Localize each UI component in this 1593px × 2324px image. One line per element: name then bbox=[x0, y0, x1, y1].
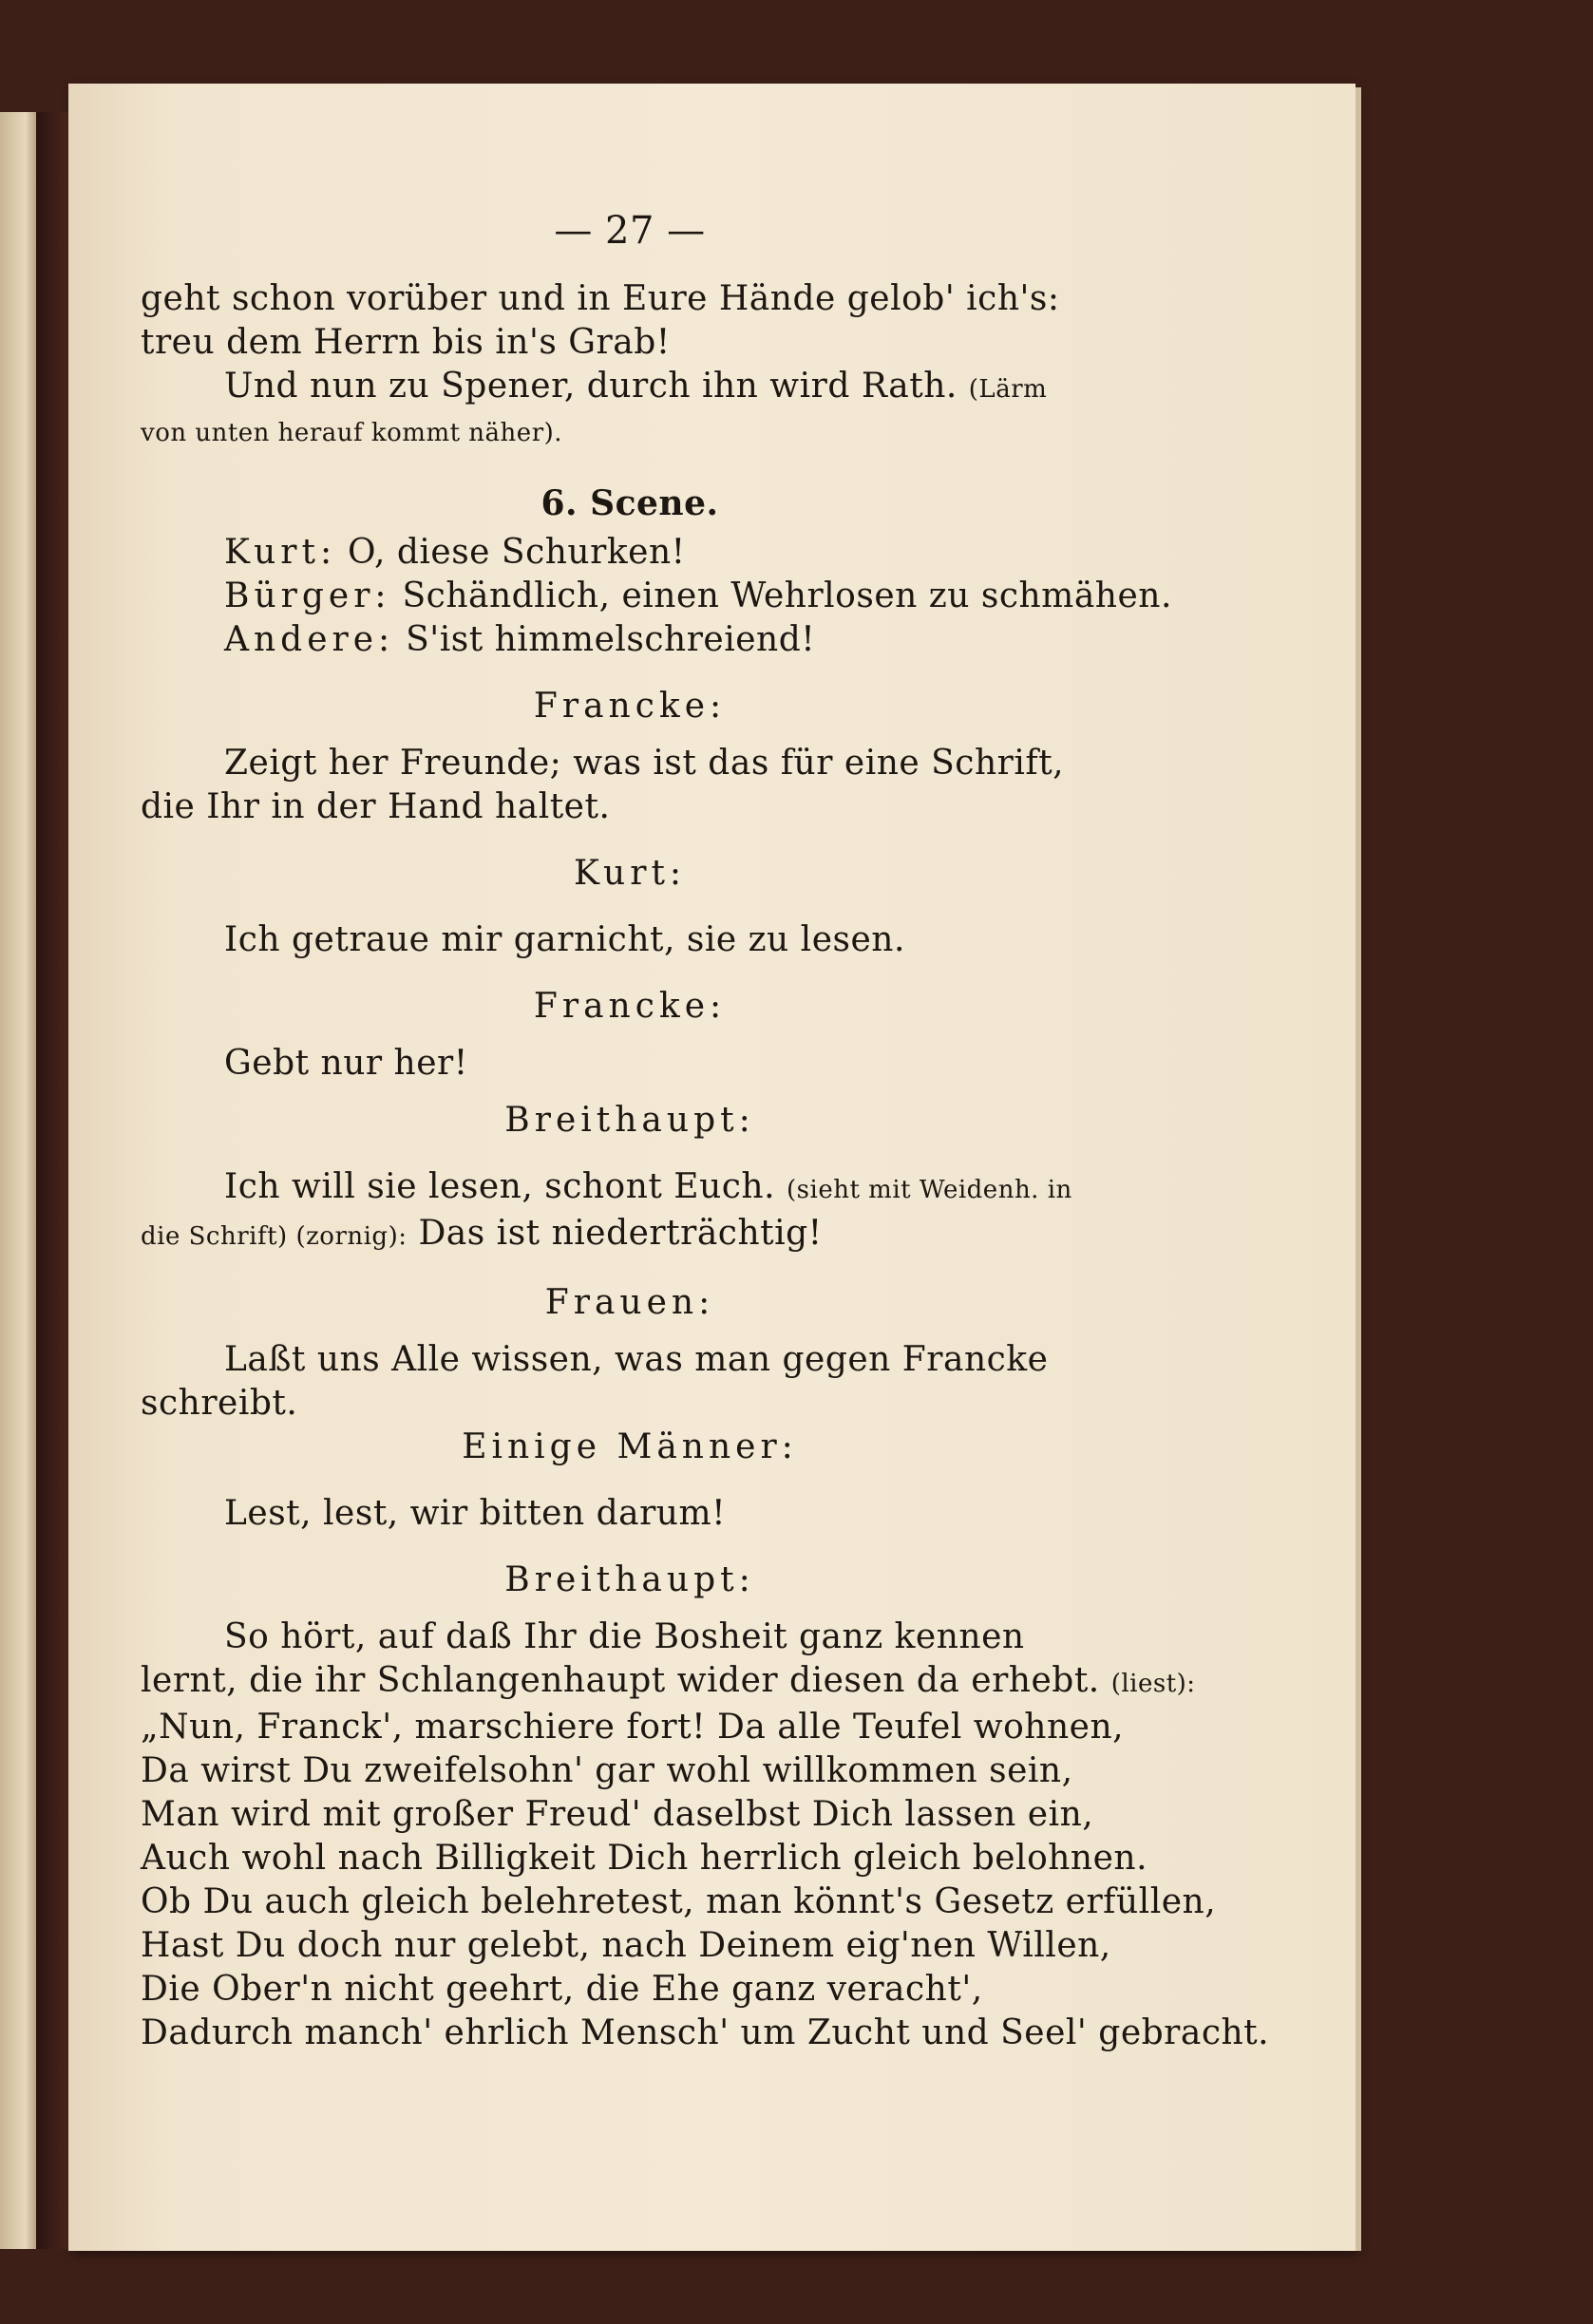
verse-line: Man wird mit großer Freud' daselbst Dich lassen ein, bbox=[141, 1795, 1094, 1834]
speaker-heading: Francke: bbox=[533, 987, 727, 1026]
text-line bbox=[141, 1659, 1196, 1706]
dialogue-line bbox=[141, 618, 1119, 662]
verse-line: „Nun, Franck', marschiere fort! Da alle Teufel wohnen, bbox=[141, 1708, 1125, 1747]
book-gutter bbox=[36, 112, 68, 2249]
text-line bbox=[141, 1165, 1119, 1212]
speech: lernt, die ihr Schlangenhaupt wider diesen da erhebt. bbox=[141, 1661, 1100, 1700]
text-line: Laßt uns Alle wissen, was man gegen Francke bbox=[224, 1340, 1049, 1379]
verse-line: Dadurch manch' ehrlich Mensch' um Zucht und Seel' gebracht. bbox=[141, 2013, 1270, 2052]
text-line: So hört, auf daß Ihr die Bosheit ganz kennen bbox=[224, 1617, 1025, 1656]
speaker-heading: Frauen: bbox=[544, 1283, 715, 1322]
text-line bbox=[141, 1212, 1119, 1258]
left-page-edge bbox=[0, 112, 36, 2249]
stage-direction: (Lärm bbox=[968, 375, 1048, 404]
text-line: Ich getraue mir garnicht, sie zu lesen. bbox=[224, 920, 905, 959]
stage-direction: (liest): bbox=[1110, 1670, 1196, 1698]
text-line: treu dem Herrn bis in's Grab! bbox=[141, 323, 671, 362]
verse-line: Ob Du auch gleich belehretest, man könnt's Gesetz erfüllen, bbox=[141, 1882, 1217, 1921]
speech: Schändlich, einen Wehrlosen zu schmähen. bbox=[402, 576, 1172, 615]
page-edge bbox=[1356, 87, 1361, 2251]
speech: S'ist himmelschreiend! bbox=[406, 620, 816, 659]
text-line: Zeigt her Freunde; was ist das für eine Schrift, bbox=[224, 744, 1065, 783]
speaker-heading: Francke: bbox=[533, 687, 727, 726]
speaker-name: Andere: bbox=[224, 620, 395, 659]
stage-direction: von unten herauf kommt näher). bbox=[141, 419, 563, 447]
text-segment: Und nun zu Spener, durch ihn wird Rath. bbox=[224, 367, 958, 406]
verse-line: Die Ober'n nicht geehrt, die Ehe ganz veracht', bbox=[141, 1970, 983, 2009]
stage-direction: die Schrift) (zornig): bbox=[141, 1222, 408, 1251]
verse-line: Da wirst Du zweifelsohn' gar wohl willkommen sein, bbox=[141, 1751, 1073, 1790]
speaker-name: Kurt: bbox=[224, 533, 337, 572]
speaker-heading: Kurt: bbox=[573, 854, 687, 893]
scene-heading: 6. Scene. bbox=[540, 483, 719, 523]
speech: Das ist niederträchtig! bbox=[418, 1214, 823, 1253]
text-line: Lest, lest, wir bitten darum! bbox=[224, 1494, 727, 1533]
speech: Ich will sie lesen, schont Euch. bbox=[224, 1167, 776, 1206]
stage-direction: (sieht mit Weidenh. in bbox=[787, 1176, 1072, 1204]
speaker-name: Bürger: bbox=[224, 576, 391, 615]
dialogue-line bbox=[141, 531, 1119, 575]
speech: O, diese Schurken! bbox=[348, 533, 686, 572]
dialogue-line bbox=[141, 575, 1172, 618]
page-number: — 27 — bbox=[554, 209, 706, 253]
text-line: Gebt nur her! bbox=[224, 1044, 468, 1083]
speaker-heading: Breithaupt: bbox=[504, 1560, 755, 1599]
text-line: geht schon vorüber und in Eure Hände gelob' ich's: bbox=[141, 279, 1060, 318]
speaker-heading: Einige Männer: bbox=[462, 1427, 798, 1466]
verse-line: Hast Du doch nur gelebt, nach Deinem eig'nen Willen, bbox=[141, 1926, 1111, 1965]
text-line: schreibt. bbox=[141, 1384, 298, 1423]
text-line bbox=[141, 365, 1119, 411]
verse-line: Auch wohl nach Billigkeit Dich herrlich gleich belohnen. bbox=[141, 1839, 1148, 1878]
page-text bbox=[141, 209, 1270, 2055]
text-line: die Ihr in der Hand haltet. bbox=[141, 787, 611, 826]
speaker-heading: Breithaupt: bbox=[504, 1101, 755, 1140]
